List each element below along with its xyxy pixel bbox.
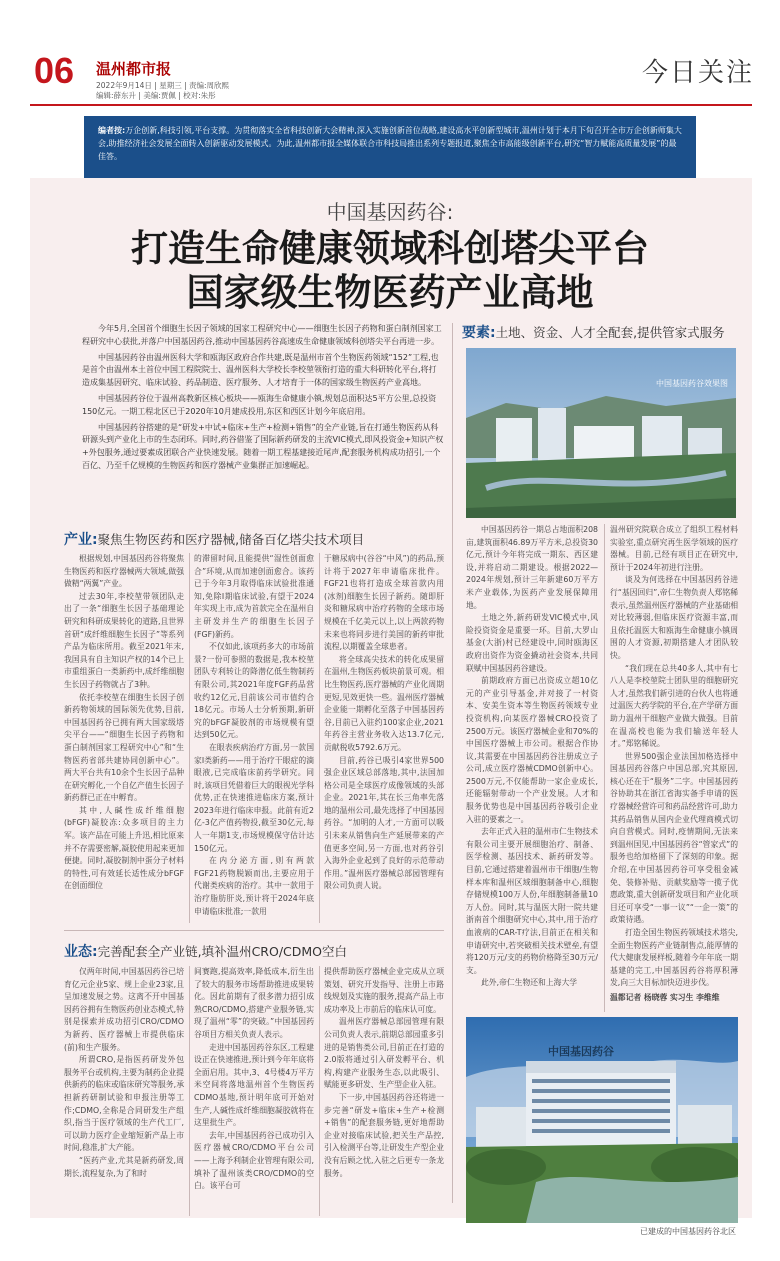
column-divider bbox=[319, 553, 320, 923]
header-divider bbox=[30, 104, 752, 106]
building-sign: 中国基因药谷 bbox=[548, 1045, 614, 1058]
paragraph: “我们现在总共40多人,其中有七八人是李校堃院士团队里的细胞研究人才,虽然我们新引进的台伙人也将通过温医大药学院的平台,在产学研方面助力温州干细胞产业做大做强。目前在温高校也能为我们输送年轻人才。”郑铭稀说。 bbox=[610, 663, 738, 749]
ecosystem-column-1 bbox=[64, 966, 184, 1180]
paragraph: 打造全国生物医药领域技术塔尖,全面生物医药产业链制售点,能厚情的代大健康发展样板,随着今年年底一期基建的完工,中国基因药谷将厚积薄发,向三大目标加快迈进步伐。 bbox=[610, 928, 738, 988]
section-title: 土地、资金、人才全配套,提供管家式服务 bbox=[495, 325, 725, 340]
section-title: 完善配套全产业链,填补温州CRO/CDMO空白 bbox=[97, 944, 348, 959]
section-divider bbox=[64, 930, 444, 931]
staff-line: 编辑:薛东升 | 美编:贾佩 | 校对:朱彤 bbox=[96, 91, 216, 100]
industry-column-1 bbox=[64, 553, 184, 893]
section-label: 业态: bbox=[64, 944, 98, 960]
paragraph: 仅两年时间,中国基因药谷已培育亿元企业5家、规上企业23家,且呈加速发展之势。这离不开中国基因药谷拥有生物医药创业态模式,特别是探索并成功招引CRO/CDMO为新药、医疗器械上市提供临床(前)和生产服务。 bbox=[64, 967, 184, 1052]
industry-column-2 bbox=[194, 553, 314, 918]
paragraph: 间赛跑,提高效率,降低成本,衍生出了较大的服务市场帮助推进成果转化。因此前期有了很多潜力招引成熟CRO/CDMO,搭建产业服务链,实现了温州“零”的突破。”中国基因药谷项目方相关负责人表示。 bbox=[194, 967, 314, 1039]
section-title: 聚焦生物医药和医疗器械,储备百亿塔尖技术项目 bbox=[97, 532, 365, 547]
column-divider bbox=[604, 524, 605, 1012]
paragraph: 去年,中国基因药谷已成功引入医疗器械CRO/CDMO平台公司——上海予利制企业管理有限公司,填补了温州该类CRO/CDMO的空白。该平台可 bbox=[194, 1130, 314, 1191]
ecosystem-column-3 bbox=[324, 966, 444, 1180]
paragraph: 目前,药谷已吸引4家世界500强企业区域总部落地,其中,法国加格公司是全球医疗成像领域的头部企业。2021年,其在长三角率先落地的温州公司,最先选择了中国基因药谷。“加明的人才,一方面可以吸引未来从销售向生产延展带来的产值更多空间,另一方面,也对药谷引入海外企业起到了良好的示范带动作用。”温州医疗器械总部园管理有限公司负责人说。 bbox=[324, 755, 444, 891]
paragraph: 土地之外,新药研发VIC模式中,风险投资资金是重要一环。目前,大罗山基金(大浙)村已经建设中,同时瓯海区政府出资作为资金撬动社会资本,共同联赋中国基因药谷建设。 bbox=[466, 613, 598, 673]
column-divider bbox=[452, 323, 453, 1203]
editor-note-text: 万企创新,科技引领,平台支撑。为贯彻落实全省科技创新大会精神,深入实施创新首位战略,建设高水平创新型城市,温州计划于本月下旬召开全市万企创新师集大会,助推经济社会发展全面转入创新驱动发展模式。为此,温州都市报全媒体联合市科技局推出系列专题报道,聚焦全市高能级创新平台,研究“智力赋能高质量发展”的最佳答。 bbox=[98, 126, 682, 161]
paragraph: 下一步,中国基因药谷还将进一步完善“研发+临床+生产+检测+销售”的配套服务链,更好地帮助企业对接临床试验,把关生产品控,引入检测平台等,让研发生产型企业没有后顾之忧,入驻之后更专一条龙服务。 bbox=[324, 1092, 444, 1178]
paragraph: 谈及为何选择在中国基因药谷进行“基因回归”,帝仁生物负责人郑铭稀表示,虽然温州医疗器械的产业基础相对比较薄弱,但临床医疗资源丰富,而且依托温医大和瓯海生命健康小镇周围的人才资源,初期搭建人才团队较快。 bbox=[610, 575, 738, 660]
date-line: 2022年9月14日 | 星期三 | 责编:周欣熙 bbox=[96, 81, 230, 90]
paragraph: 不仅如此,该项药多大的市场前景?一份可参照的数据是,我本校堃团队专利转让的降潜亿低生物制药有限公司,其2021年度FGF药品营收约12亿元,目前该公司市值约合18亿元。市场人士分析预期,新研究的bFGF凝胶剂的市场规模有望达到50亿元。 bbox=[194, 642, 314, 740]
section-heading-industry bbox=[64, 529, 364, 549]
intro-paragraph: 中国基因药谷位于温州高教新区核心板块——瓯海生命健康小镇,规划总面积达5平方公里,总投资150亿元。一期工程北区已于2020年10月建成投用,东区和西区计划今年底启用。 bbox=[82, 393, 437, 416]
newspaper-name: 温州都市报 bbox=[96, 60, 172, 78]
factors-column-2 bbox=[610, 524, 738, 1005]
paragraph: 其中,人碱性成纤维细胞(bFGF)凝胶冻:众多项目的主力军。该产品在可能上升迅,相比原来并不存需要密解,凝胶使用起来更加便捷。同时,凝胶制剂中蛋分子材料的特性,可有效延长适性成分bFGF在创面细位 bbox=[64, 805, 184, 891]
page-number: 06 bbox=[34, 50, 75, 91]
article-intro bbox=[82, 323, 444, 476]
section-name: 今日关注 bbox=[642, 58, 755, 88]
article-pretitle: 中国基因药谷: bbox=[326, 200, 454, 224]
ecosystem-column-2 bbox=[194, 966, 314, 1193]
section-heading-ecosystem bbox=[64, 941, 347, 961]
column-divider bbox=[189, 553, 190, 923]
paragraph: 所谓CRO,是指医药研发外包服务平台或机构,主要为制药企业提供新药的临床或临床研究等服务,承担新药研制试验和申报注册等工作;CDMO,全称是合同研发生产组织,指当于医疗领域的生产代工厂,可以助力医疗企业缩短新产品上市时间,稳准,扩大产能。 bbox=[64, 1055, 184, 1153]
intro-paragraph: 今年5月,全国首个细胞生长因子领域的国家工程研究中心——细胞生长因子药物和蛋白制剂国家工程研究中心获批,并落户中国基因药谷,推动中国基因药谷高速成生命健康领域科创塔尖平台再进一步。 bbox=[82, 324, 442, 346]
paragraph: 中国基因药谷一期总占地面积208亩,建筑面积46.89万平方米,总投资30亿元,预计今年将完成一期东、西区建设,并将启动二期建设。根据2022—2024年规划,预计三年新建60万平方米产业载体,为医药产业发展保障用地。 bbox=[466, 525, 598, 610]
intro-paragraph: 中国基因药谷由温州医科大学和瓯海区政府合作共建,既是温州市首个生物医药领域“152”工程,也是首个由温州本土首位中国工程院院士、温州医科大学校长李校堃领衔打造的重大科研转化平台,将打造成集基因研究、临床试验、药品制造、医疗服务、人才培育于一体的国家级生物医药产业高地。 bbox=[82, 352, 439, 388]
paragraph: 温州医疗器械总部园管理有限公司负责人表示,前期总部园重多引进的是销售类公司,目前正在打造的2.0版将通过引入研发孵平台、机构,构建产业服务生态,以此吸引、赋能更多研发、生产型企业入驻。 bbox=[324, 1017, 444, 1090]
image-caption: 中国基因药谷效果图 bbox=[656, 379, 728, 388]
rendering-image bbox=[466, 348, 736, 518]
page-header bbox=[0, 0, 780, 112]
paragraph: 去年正式入驻的温州市仁生物技术有限公司主要开展细胞治疗、制备、医学检测、基因技术、新药研发等。目前,它通过搭建着温州市干细胞/生物样本库和温州区域细胞制备中心,细胞存储规模100万人份,年细胞制备量10万人份。同时,其与温医大附一院共建浙南首个细胞研究中心,其中,用于治疗血液病的CAR-T疗法,目前正在相关和申请研究中,若突破相关技术壁垒,有望将120万元/支的药物价格降至30万元/支。 bbox=[466, 827, 598, 975]
paragraph: 走进中国基因药谷东区,工程建设正在快速推进,预计到今年年底将全面启用。其中,3、4号楼4万平方米空间将落地温州首个生物医药CDMO基地,预计明年底可开始对生产,人碱性成纤维细胞凝胶就将在这里批生产。 bbox=[194, 1042, 314, 1128]
paragraph: 温州研究院联合成立了组织工程材料实验室,重点研究再生医学领域的医疗器械。目前,已经有项目正在研究中,预计于2024年初进行注册。 bbox=[610, 525, 738, 572]
byline: 温都记者 杨晓蓉 实习生 李维维 bbox=[610, 992, 720, 1002]
paragraph: 于糖尿病中(谷谷“中风”)的药品,预计将于2027年申请临床批件。FGF21也将打造成全球首款内用(冰剂)细胞生长因子新药。随即肝炎和糖尿病中治疗药物的全球市场规模在千亿美元以上,以上两款药物未来也将同步进行美国的新药审批流程,以期覆盖全球患者。 bbox=[324, 554, 444, 652]
industry-column-3 bbox=[324, 553, 444, 893]
paragraph: 过去30年,李校堃带领团队走出了一条“细胞生长因子基础理论研究和科研成果转化的道路,且世界首研“成纤维细胞生长因子”等系列产品为临床所用。截至2021年末,我国具有自主知识产权的14个已上市重组蛋白一类新药中,成纤维细胞生长因子药物就占了3种。 bbox=[64, 591, 184, 689]
intro-paragraph: 中国基因药谷搭建的是“研发+中试+临床+生产+检测+销售”的全产业链,旨在打通生物医药从科研源头到产业化上市的生态闭环。同时,药谷借鉴了国际新药研发的主流VIC模式,即风投资金+知识产权+外包服务,通过要素成团联合产业快速发展。随着一期工程基建接近尾声,配套服务机构成功招引,一个百亿、乃至千亿规模的生物医药和医疗器械产业集群正加速崛起。 bbox=[82, 422, 444, 470]
paragraph: 在眼表疾病治疗方面,另一款国家I类新药——用于治疗干眼症的滴眼液,已完成临床前药学研究。同时,该项目凭借着巨大的眼视光学科优势,正在快速推进临床方案,预计2023年进行临床申报。此前有近2亿-3亿产值药物投,截至30亿元,每人一年期1支,市场规模保守估计达150亿元。 bbox=[194, 742, 314, 853]
section-heading-factors bbox=[462, 322, 725, 342]
paragraph: 在内分泌方面,则有两款FGF21药物脱颖而出,主要应用于代谢类疾病的治疗。其中一款用于治疗脂肪肝炎,预计将于2024年底申请临床批准;一款用 bbox=[194, 856, 314, 916]
section-label: 产业: bbox=[64, 532, 98, 548]
factors-column-1 bbox=[466, 524, 598, 990]
paragraph: 依托李校堃在细胞生长因子创新药物领域的国际领先优势,目前,中国基因药谷已拥有两大国家级塔尖平台——“细胞生长因子药物和蛋白制剂国家工程研究中心”和“生物医药省部共建协同创新中心”。两大平台共有10余个生长因子品种在研究孵化,一个自亿产值生长因子新药群已正在中孵育。 bbox=[64, 692, 184, 803]
editor-note-label: 编者按: bbox=[98, 126, 126, 135]
paragraph: 世界500强企业法国加格选择中国基因药谷落户中国总部,究其原因,核心还在于“服务”二字。中国基因药谷协助其在浙江省海实备手申请的医疗器械经营许可和药品经营许可,助力其药品销售从国内企业代理商模式切向自营模式。同时,疫情期间,无法来到温州国见,中国基因药谷“管家式”的服务也给加格留下了深刻的印象。据介绍,在中国基因药谷可享受租金减免、装修补贴、贡献奖励等一揽子优惠政策,重大创新研发项目和产业化项目还可享受“一事一议”“一企一策”的政策待遇。 bbox=[610, 751, 738, 925]
editor-note bbox=[84, 116, 696, 178]
article-title-line1: 打造生命健康领域科创塔尖平台 bbox=[131, 226, 649, 270]
column-divider bbox=[189, 966, 190, 1216]
paragraph: 提供帮助医疗器械企业完成从立项策划、研究开发指导、注册上市路线规划及实施的服务,提高产品上市成功率及上市前后的临床认可度。 bbox=[324, 967, 444, 1014]
photo-caption: 已建成的中国基因药谷北区 bbox=[640, 1227, 736, 1236]
paragraph: 此外,帝仁生物还和上海大学 bbox=[481, 978, 578, 988]
paragraph: 的滞留时间,且能提供“湿性创面愈合”环境,从而加速创面愈合。该药已于今年3月取得临床试验批准通知,免除I期临床试验,有望于2024年实现上市,成为首款完全在温州自主研发并生产的细胞生长因子(FGF)新药。 bbox=[194, 554, 314, 639]
section-label: 要素: bbox=[462, 325, 496, 341]
column-divider bbox=[319, 966, 320, 1216]
article-title-line2: 国家级生物医药产业高地 bbox=[186, 270, 594, 314]
paragraph: 前期政府方面已出资成立超10亿元的产业引导基金,并对接了一村资本、安美生资本等生物医药领域专业投资机构,向某医疗器械CRO投资了2500万元。该医疗器械企业和70%的中国医疗器械上市公司。根据合作协议,其需要在中国基因药谷注册成立子公司,成立医疗器械CDMO创新中心。2500万元,不仅能帮助一家企业成长,还能辐射带动一个产业发展。人才和服务优势也是中国基因药谷吸引企业入驻的要素之一。 bbox=[466, 676, 598, 824]
paragraph: “医药产业,尤其是新药研发,周期长,流程复杂,为了和时 bbox=[64, 1155, 184, 1178]
paragraph: 根据规划,中国基因药谷将聚焦生物医药和医疗器械两大领域,做强做精“两翼”产业。 bbox=[64, 554, 184, 589]
paragraph: 将全球高尖技术的转化成果留在温州,生物医药板块前景可观。相比生物医药,医疗器械的产业化周期更短,见效更快一些。温州医疗器械企业能一期孵化至落子中国基因药谷,目前已入驻约100家企业,2021年药谷主营业务收入达13.7亿元,贡献税收5792.6万元。 bbox=[324, 654, 444, 752]
campus-photo bbox=[466, 1017, 738, 1223]
